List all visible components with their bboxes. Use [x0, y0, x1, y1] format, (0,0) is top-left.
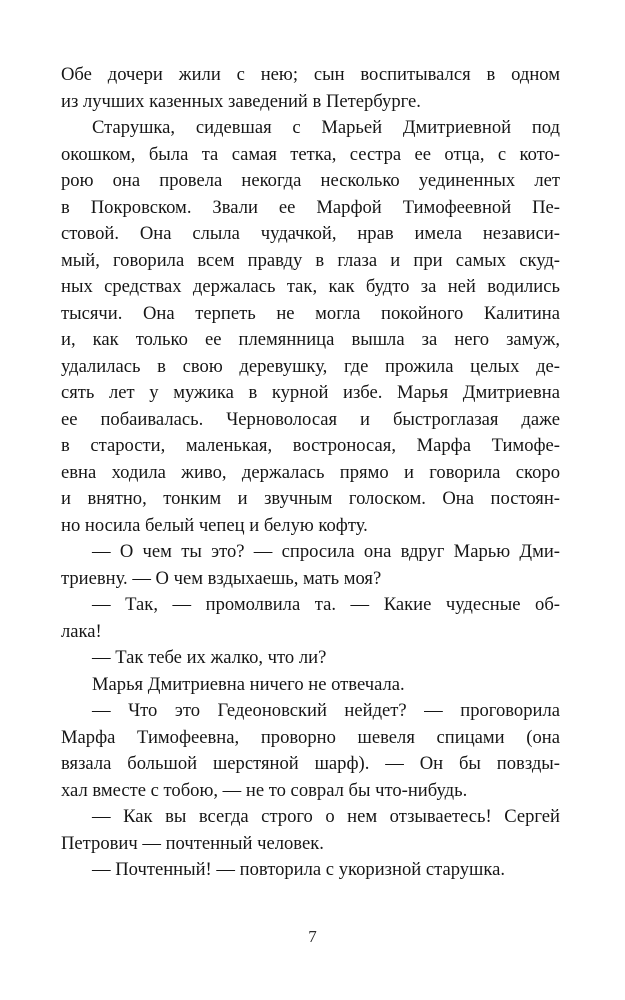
text-line: — Так тебе их жалко, что ли? — [92, 647, 327, 668]
text-line: — Почтенный! — повторила с укоризной старушка. — [92, 859, 506, 880]
page-number: 7 — [308, 927, 317, 946]
text-line: евна ходила живо, держалась прямо и говорила скоро — [61, 461, 560, 483]
text-line: триевну. — О чем вздыхаешь, мать моя? — [61, 567, 382, 589]
text-line: из лучших казенных заведений в Петербурге. — [61, 90, 421, 112]
text-line: Старушка, сидевшая с Марьей Дмитриевной под — [92, 117, 560, 138]
text-line: Марья Дмитриевна ничего не отвечала. — [92, 673, 405, 695]
text-line: — Что это Гедеоновский нейдет? — проговорила — [92, 700, 560, 721]
text-line: вязала большой шерстяной шарф). — Он бы повзды- — [61, 753, 560, 774]
text-line: рою она провела некогда несколько уединенных лет — [61, 170, 560, 191]
text-line: в Покровском. Звали ее Марфой Тимофеевной Пе- — [61, 196, 560, 218]
body-text — [61, 62, 560, 884]
text-line: мый, говорила всем правду в глаза и при самых скуд- — [61, 249, 560, 271]
text-line: хал вместе с тобою, — не то соврал бы что-нибудь. — [61, 779, 468, 801]
text-line: — Как вы всегда строго о нем отзываетесь! Сергей — [92, 806, 560, 827]
text-line: ных средствах держалась так, как будто за ней водились — [61, 276, 560, 297]
text-line: окошком, была та самая тетка, сестра ее отца, с кото- — [61, 143, 560, 165]
text-line: сять лет у мужика в курной избе. Марья Дмитриевна — [61, 382, 560, 403]
text-line: но носила белый чепец и белую кофту. — [61, 514, 368, 536]
text-line: стовой. Она слыла чудачкой, нрав имела независи- — [61, 223, 560, 244]
text-line: ее побаивалась. Черноволосая и быстроглазая даже — [61, 408, 560, 430]
text-line: — О чем ты это? — спросила она вдруг Марью Дми- — [92, 541, 560, 562]
text-line: и внятно, тонким и звучным голоском. Она постоян- — [61, 488, 560, 509]
text-line: — Так, — промолвила та. — Какие чудесные об- — [92, 594, 560, 615]
text-line: Петрович — почтенный человек. — [61, 832, 324, 854]
text-line: тысячи. Она терпеть не могла покойного Калитина — [61, 302, 560, 324]
text-line: Марфа Тимофеевна, проворно шевеля спицами (она — [61, 726, 560, 748]
text-line: лака! — [61, 620, 102, 642]
text-line: Обе дочери жили с нею; сын воспитывался в одном — [61, 64, 560, 85]
text-line: в старости, маленькая, востроносая, Марфа Тимофе- — [61, 435, 560, 456]
text-line: и, как только ее племянница вышла за него замуж, — [61, 329, 560, 350]
text-line: удалилась в свою деревушку, где прожила целых де- — [61, 355, 560, 377]
